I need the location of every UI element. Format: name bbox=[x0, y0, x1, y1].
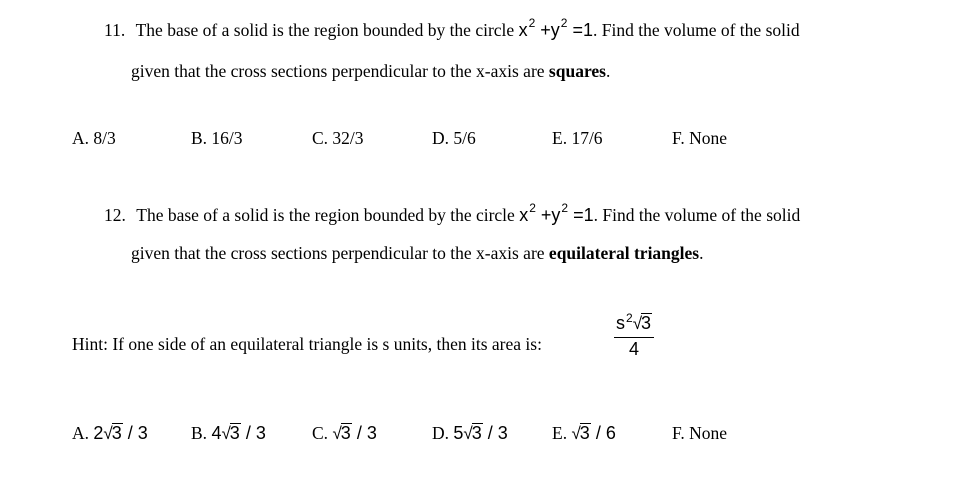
choice-e[interactable]: E. 17/6 bbox=[552, 128, 603, 148]
choice-a[interactable]: A. 2√3 / 3 bbox=[72, 423, 148, 443]
circle-equation: $x^2 +y^2 =1$ bbox=[518, 16, 594, 40]
choice-f[interactable]: F. None bbox=[672, 423, 727, 443]
question-number: 11. bbox=[104, 20, 126, 40]
choice-e[interactable]: E. √3 / 6 bbox=[552, 423, 616, 443]
hint-text: Hint: If one side of an equilateral triangle is s units, then its area is: bbox=[72, 334, 542, 354]
question-number: 12. bbox=[104, 205, 126, 225]
choice-d[interactable]: D. 5/6 bbox=[432, 128, 476, 148]
choice-c[interactable]: C. 32/3 bbox=[312, 128, 364, 148]
circle-equation: $x^2 +y^2 =1$ bbox=[519, 201, 594, 225]
question-text: The base of a solid is the region bounded by the circle bbox=[136, 205, 515, 225]
question-11-line2: given that the cross sections perpendicular to the x-axis are squares. bbox=[131, 61, 611, 81]
question-11-line1 bbox=[104, 16, 800, 41]
formula-numerator: $s^2√3$ bbox=[614, 313, 654, 338]
hint-area-formula bbox=[614, 313, 654, 359]
question-12-line1 bbox=[104, 201, 801, 226]
formula-denominator: 4 bbox=[629, 339, 640, 359]
question-text-tail: . Find the volume of the solid bbox=[593, 20, 800, 40]
choice-d[interactable]: D. 5√3 / 3 bbox=[432, 423, 508, 443]
question-text-tail: . Find the volume of the solid bbox=[593, 205, 801, 225]
choice-b[interactable]: B. 16/3 bbox=[191, 128, 243, 148]
cross-section-shape: squares bbox=[548, 61, 606, 81]
question-text: The base of a solid is the region bounded by the circle bbox=[135, 20, 515, 40]
choice-a[interactable]: A. 8/3 bbox=[72, 128, 116, 148]
choice-c[interactable]: C. √3 / 3 bbox=[312, 423, 377, 443]
question-12-line2: given that the cross sections perpendicular to the x-axis are equilateral triangles. bbox=[131, 243, 704, 263]
cross-section-shape: equilateral triangles bbox=[548, 243, 700, 263]
choice-b[interactable]: B. 4√3 / 3 bbox=[191, 423, 266, 443]
choice-f[interactable]: F. None bbox=[672, 128, 727, 148]
